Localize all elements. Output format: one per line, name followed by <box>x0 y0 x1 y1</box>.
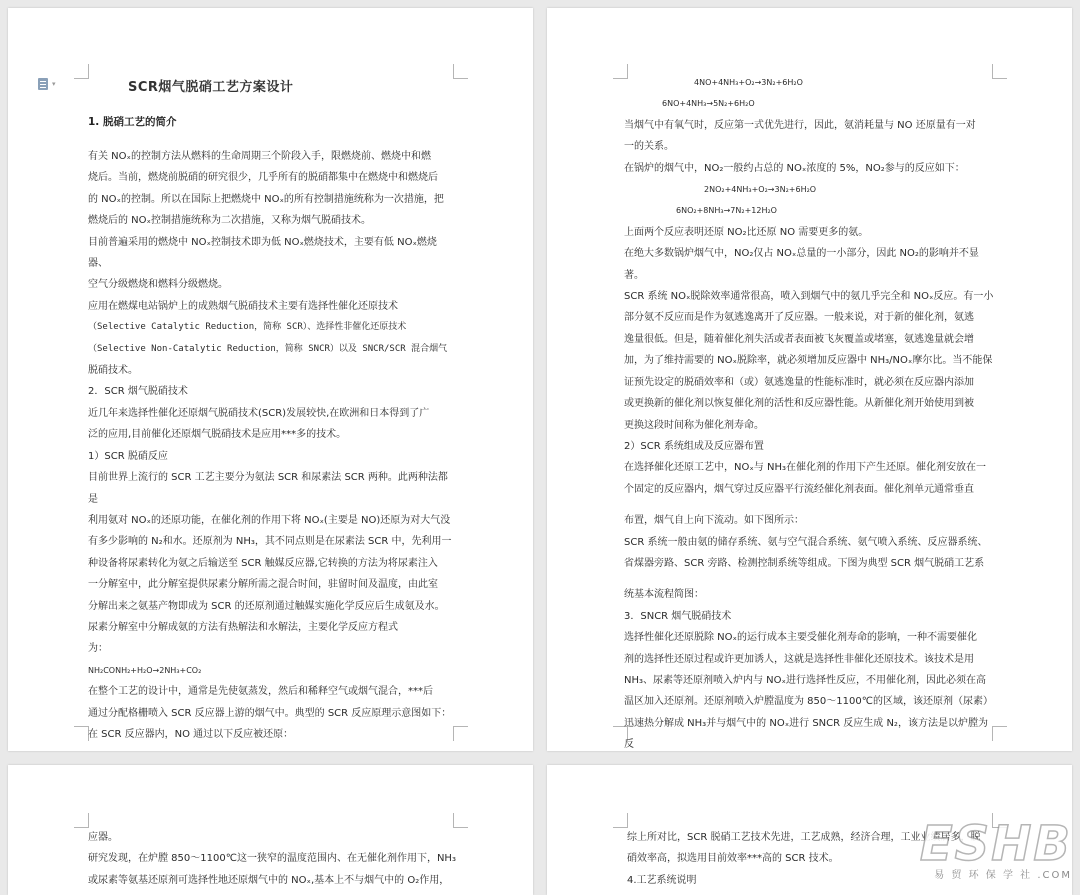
crop-mark <box>992 726 1007 741</box>
text-line: 脱硝技术。 <box>88 365 138 377</box>
text-line: 当烟气中有氧气时，反应第一式优先进行，因此，氨消耗量与 NO 还原量有一对 <box>624 119 976 131</box>
text-line: 一的关系。 <box>624 141 674 153</box>
text-line: 有多少影响的 N₂和水。还原剂为 NH₃，其不同点则是在尿素法 SCR 中，先利用一 <box>88 536 452 548</box>
chevron-down-icon[interactable]: ▾ <box>52 80 56 88</box>
watermark-text: 易 贸 环 保 学 社 .COM <box>934 870 1072 881</box>
section-heading: 4.工艺系统说明 <box>627 874 697 886</box>
text-line: 目前普遍采用的燃烧中 NOₓ控制技术即为低 NOₓ燃烧技术，主要有低 NOₓ燃烧器、 <box>88 236 437 270</box>
text-line: 更换这段时间称为催化剂寿命。 <box>624 419 764 431</box>
page-2-body <box>624 72 994 751</box>
text-line: 有关 NOₓ的控制方法从燃料的生命周期三个阶段入手，限燃烧前、燃烧中和燃 <box>88 151 431 162</box>
document-page-1 <box>8 8 533 751</box>
site-watermark <box>919 816 1072 881</box>
text-line: 通过分配格栅喷入 SCR 反应器上游的烟气中。典型的 SCR 反应原理示意图如下： <box>88 707 452 719</box>
text-line: 布置，烟气自上向下流动。如下图所示： <box>624 515 804 527</box>
text-line: 逸量很低。但是，随着催化剂失活或者表面被飞灰覆盖或堵塞，氨逃逸量就会增 <box>624 333 974 345</box>
text-line: 泛的应用,目前催化还原烟气脱硝技术是应用***多的技术。 <box>88 429 347 441</box>
text-line: 在 SCR 反应器内，NO 通过以下反应被还原： <box>88 728 294 740</box>
text-line: 上面两个反应表明还原 NO₂比还原 NO 需要更多的氨。 <box>624 226 869 238</box>
text-line: 省煤器旁路、SCR 旁路、检测控制系统等组成。下图为典型 SCR 烟气脱硝工艺系 <box>624 557 985 569</box>
text-line: 温区加入还原剂。还原剂喷入炉膛温度为 850～1100℃的区域，该还原剂（尿素） <box>624 696 993 708</box>
crop-mark <box>453 64 468 79</box>
text-line: 硝效率高，拟选用目前效率***高的 SCR 技术。 <box>627 853 839 865</box>
watermark-logo: ESHB <box>919 816 1072 872</box>
text-line: 燃烧后的 NOₓ控制措施统称为二次措施，又称为烟气脱硝技术。 <box>88 215 371 227</box>
text-line: 选择性催化还原脱除 NOₓ的运行成本主要受催化剂寿命的影响，一种不需要催化 <box>624 632 977 644</box>
chemical-equation: 2NO₂+4NH₃+O₂→3N₂+6H₂O <box>704 185 817 195</box>
text-line: 加，为了维持需要的 NOₓ脱除率，就必须增加反应器中 NH₃/NOₓ摩尔比。当不能保 <box>624 355 993 367</box>
page-title: SCR烟气脱硝工艺方案设计 <box>128 80 294 95</box>
text-line: 剂的选择性还原过程或许更加诱人，这就是选择性非催化还原技术。该技术是用 <box>624 653 974 665</box>
text-line: 在整个工艺的设计中，通常是先使氨蒸发，然后和稀释空气或烟气混合，***后 <box>88 686 433 698</box>
text-line: 或更换新的催化剂以恢复催化剂的活性和反应器性能。从新催化剂开始使用到被 <box>624 398 974 410</box>
text-line: （Selective Catalytic Reduction，简称 SCR）、选择性非催化还原技术 <box>88 322 407 333</box>
text-line: 或尿素等氨基还原剂可选择性地还原烟气中的 NOₓ,基本上不与烟气中的 O₂作用， <box>88 874 450 886</box>
crop-mark <box>74 726 89 741</box>
text-line: SCR 系统一般由氨的储存系统、氨与空气混合系统、氨气喷入系统、反应器系统、 <box>624 536 988 548</box>
text-line: 目前世界上流行的 SCR 工艺主要分为氨法 SCR 和尿素法 SCR 两种。此两种法都是 <box>88 472 448 505</box>
text-line: （Selective Non-Catalytic Reduction，简称 SNCR）以及 SNCR/SCR 混合烟气 <box>88 343 448 354</box>
text-line: 利用氨对 NOₓ的还原功能，在催化剂的作用下将 NOₓ(主要是 NO)还原为对大气没 <box>88 514 451 526</box>
chemical-equation: 6NO₂+8NH₃→7N₂+12H₂O <box>676 206 777 216</box>
section-heading: 1. 脱硝工艺的简介 <box>88 116 177 128</box>
chemical-equation: 4NO+4NH₃+O₂→3N₂+6H₂O <box>694 78 803 87</box>
document-icon[interactable] <box>38 78 48 90</box>
text-line: 应用在燃煤电站锅炉上的成熟烟气脱硝技术主要有选择性催化还原技术 <box>88 300 398 312</box>
text-line: 的 NOₓ的控制。所以在国际上把燃烧中 NOₓ的所有控制措施统称为一次措施，把 <box>88 193 444 205</box>
crop-mark <box>992 64 1007 79</box>
document-page-3 <box>8 765 533 895</box>
subsection-heading: 1）SCR 脱硝反应 <box>88 450 168 462</box>
section-heading: 2．SCR 烟气脱硝技术 <box>88 386 188 398</box>
chemical-equation: 6NO+4NH₃→5N₂+6H₂O <box>662 99 755 109</box>
text-line: 烧后。当前，燃烧前脱硝的研究很少，几乎所有的脱硝都集中在燃烧中和燃烧后 <box>88 172 438 184</box>
document-page-2 <box>547 8 1072 751</box>
page-1-body <box>88 146 456 745</box>
chemical-equation: NH₂CONH₂+H₂O→2NH₃+CO₂ <box>88 665 202 675</box>
text-line: 在绝大多数锅炉烟气中，NO₂仅占 NOₓ总量的一小部分，因此 NO₂的影响并不显著。 <box>624 248 979 281</box>
subsection-heading: 2）SCR 系统组成及反应器布置 <box>624 440 764 452</box>
text-line: 迅速热分解成 NH₃并与烟气中的 NOₓ进行 SNCR 反应生成 N₂，该方法是以炉膛为反 <box>624 717 988 751</box>
crop-mark <box>74 64 89 79</box>
section-heading: 3．SNCR 烟气脱硝技术 <box>624 610 732 622</box>
text-line: 在选择催化还原工艺中，NOₓ与 NH₃在催化剂的作用下产生还原。催化剂安放在一 <box>624 462 986 474</box>
text-line: 综上所对比，SCR 脱硝工艺技术先进，工艺成熟，经济合理，工业业绩居多，脱 <box>627 832 981 843</box>
text-line: 部分氨不反应而是作为氨逃逸离开了反应器。一般来说，对于新的催化剂，氨逃 <box>624 312 974 324</box>
text-line: SCR 系统 NOₓ脱除效率通常很高，喷入到烟气中的氨几乎完全和 NOₓ反应。有一小 <box>624 291 994 303</box>
text-line: 个固定的反应器内，烟气穿过反应器平行流经催化剂表面。催化剂单元通常垂直 <box>624 483 974 495</box>
text-line: 研究发现，在炉膛 850～1100℃这一狭窄的温度范围内、在无催化剂作用下，NH₃ <box>88 853 456 865</box>
page-3-body <box>88 827 456 891</box>
text-line: NH₃、尿素等还原剂喷入炉内与 NOₓ进行选择性反应，不用催化剂，因此必须在高 <box>624 674 986 686</box>
crop-mark <box>453 813 468 828</box>
text-line: 统基本流程简图： <box>624 589 704 601</box>
text-line: 种设备将尿素转化为氨之后输送至 SCR 触媒反应器,它转换的方法为将尿素注入 <box>88 557 438 569</box>
text-line: 应器。 <box>88 832 118 843</box>
text-line: 尿素分解室中分解成氨的方法有热解法和水解法，主要化学反应方程式 <box>88 621 398 633</box>
crop-mark <box>613 813 628 828</box>
text-line: 证预先设定的脱硝效率和（或）氨逃逸量的性能标准时，就必须在反应器内添加 <box>624 376 974 388</box>
crop-mark <box>74 813 89 828</box>
text-line: 为： <box>88 643 108 655</box>
text-line: 在锅炉的烟气中，NO₂一般约占总的 NOₓ浓度的 5%，NO₂参与的反应如下： <box>624 162 965 174</box>
text-line: 一分解室中，此分解室提供尿素分解所需之混合时间，驻留时间及温度，由此室 <box>88 579 438 591</box>
text-line: 近几年来选择性催化还原烟气脱硝技术(SCR)发展较快,在欧洲和日本得到了广 <box>88 407 430 419</box>
text-line: 空气分级燃烧和燃料分级燃烧。 <box>88 279 228 291</box>
text-line: 分解出来之氨基产物即成为 SCR 的还原剂通过触媒实施化学反应后生成氨及水。 <box>88 600 445 612</box>
